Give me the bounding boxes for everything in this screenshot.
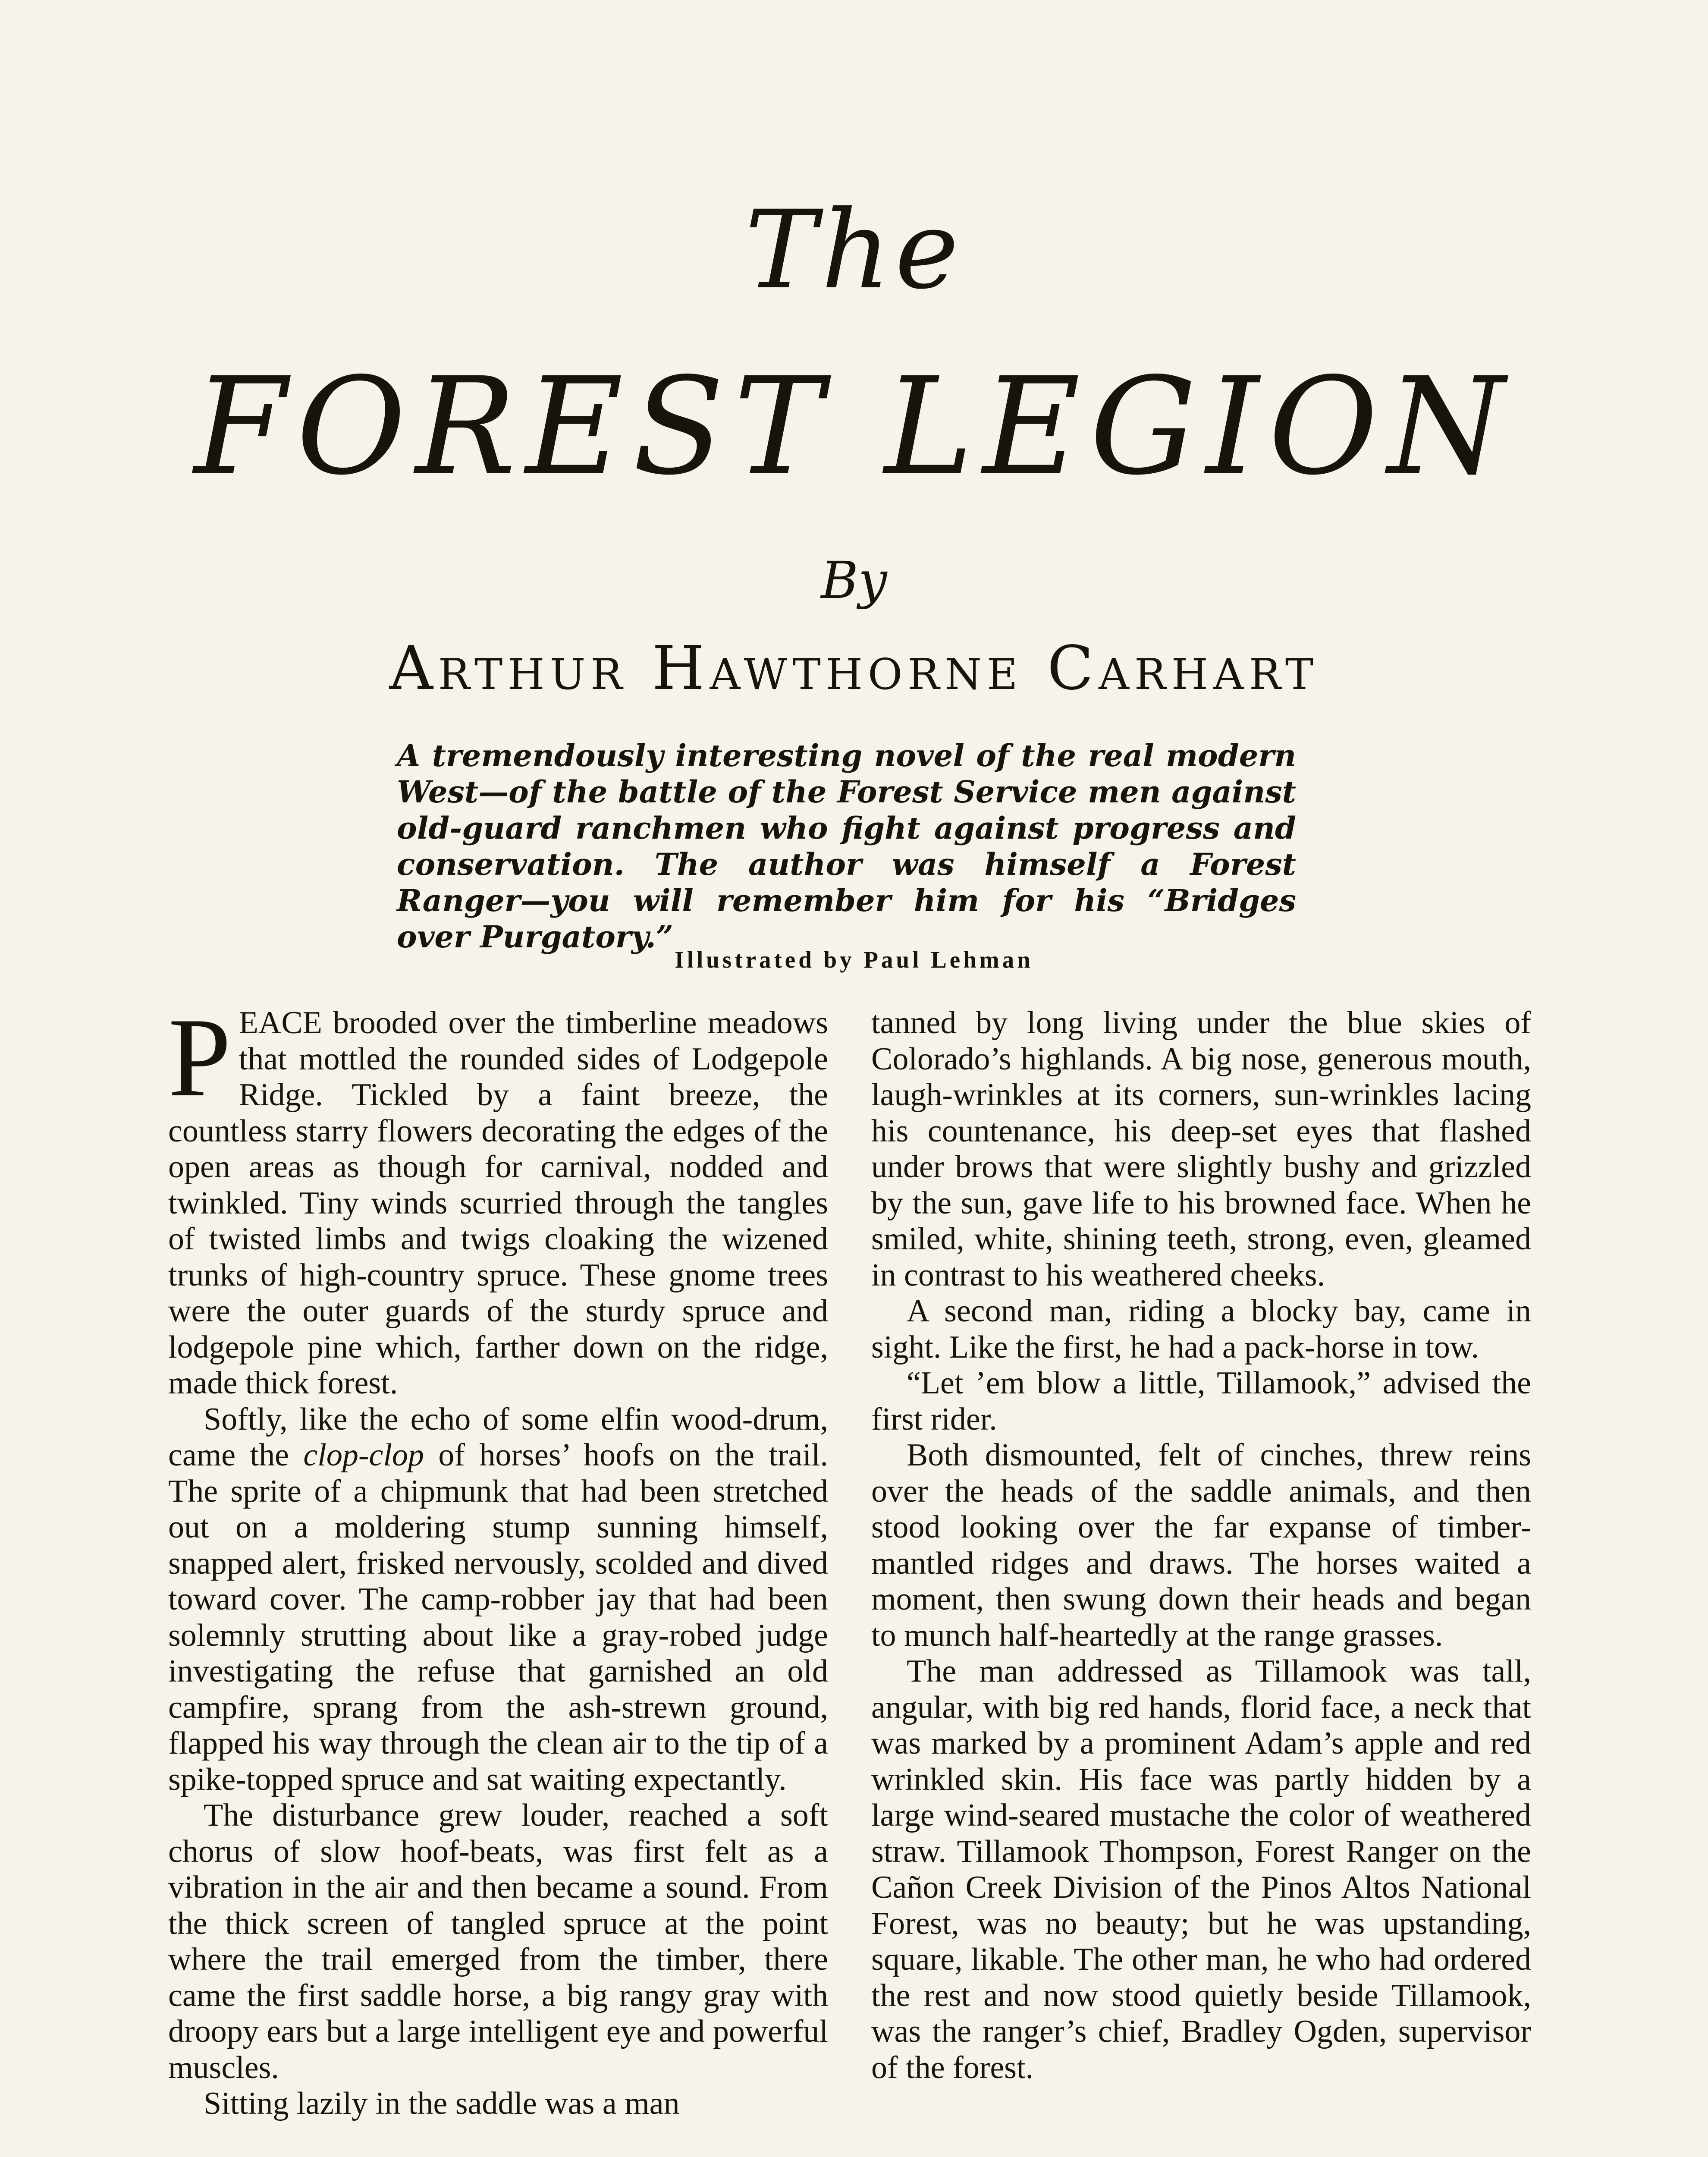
paragraph: The man addressed as Tillamook was tall, angular, with big red hands, florid face, a neck that was marked by a prominent Adam’s apple and red wrinkled skin. His face was partly hidden by a large wind-seared mustache the color of weathered straw. Tillamook Thompson, Forest Ranger on the Cañon Creek Division of the Pinos Altos National Forest, was no beauty; but he was upstanding, square, likable. The other man, he who had ordered the rest and now stood quietly beside Tillamook, was the ranger’s chief, Bradley Ogden, supervisor of the forest. [871, 1654, 1531, 2085]
title-the: The [745, 187, 963, 313]
paragraph: A second man, riding a blocky bay, came in sight. Like the first, he had a pack-horse in tow. [871, 1293, 1531, 1365]
illustrator-credit: Illustrated by Paul Lehman [675, 946, 1033, 973]
italic-phrase: clop-clop [303, 1437, 424, 1473]
story-blurb: A tremendously interesting novel of the real modern West—of the battle of the Forest Service men against old-guard ranchmen who fight against progress and conservation. The author was himself a Forest Ranger—you will remember him for his “Bridges over Purgatory.” [397, 738, 1296, 955]
paragraph: The disturbance grew louder, reached a soft chorus of slow hoof-beats, was first felt as a vibration in the air and then became a sound. From the thick screen of tangled spruce at the point where the trail emerged from the timber, there came the first saddle horse, a big rangy gray with droopy ears but a large intelligent eye and powerful muscles. [168, 1798, 828, 2085]
story-title: FOREST LEGION [194, 349, 1514, 505]
paragraph: Both dismounted, felt of cinches, threw reins over the heads of the saddle animals, and then stood looking over the far expanse of timber-mantled ridges and draws. The horses waited a moment, then swung down their heads and began to munch half-heartedly at the range grasses. [871, 1437, 1531, 1653]
author-name: Arthur Hawthorne Carhart [389, 633, 1319, 704]
paragraph: “Let ’em blow a little, Tillamook,” advised the first rider. [871, 1365, 1531, 1437]
paragraph: Softly, like the echo of some elfin wood-drum, came the clop-clop of horses’ hoofs on the trail. The sprite of a chipmunk that had been stretched out on a moldering stump sunning himself, snapped alert, frisked nervously, scolded and dived toward cover. The camp-robber jay that had been solemnly strutting about like a gray-robed judge investigating the refuse that garnished an old campfire, sprang from the ash-strewn ground, flapped his way through the clean air to the tip of a spike-topped spruce and sat waiting expectantly. [168, 1401, 828, 1797]
byline-by: By [821, 550, 887, 610]
right-column [871, 1005, 1531, 2157]
left-column [168, 1005, 828, 2157]
paragraph: Sitting lazily in the saddle was a man [204, 2086, 680, 2121]
drop-cap: P [168, 1005, 231, 1120]
paragraph: tanned by long living under the blue skies of Colorado’s highlands. A big nose, generous mouth, laugh-wrinkles at its corners, sun-wrinkles lacing his countenance, his deep-set eyes that flashed under brows that were slightly bushy and grizzled by the sun, gave life to his browned face. When he smiled, white, shining teeth, strong, even, gleamed in contrast to his weathered cheeks. [871, 1005, 1531, 1293]
paragraph: PEACE brooded over the timberline meadows that mottled the rounded sides of Lodgepole Ridge. Tickled by a faint breeze, the countless starry flowers decorating the edges of the open areas as though for carnival, nodded and twinkled. Tiny winds scurried through the tangles of twisted limbs and twigs cloaking the wizened trunks of high-country spruce. These gnome trees were the outer guards of the sturdy spruce and lodgepole pine which, farther down on the ridge, made thick forest. [168, 1005, 828, 1401]
